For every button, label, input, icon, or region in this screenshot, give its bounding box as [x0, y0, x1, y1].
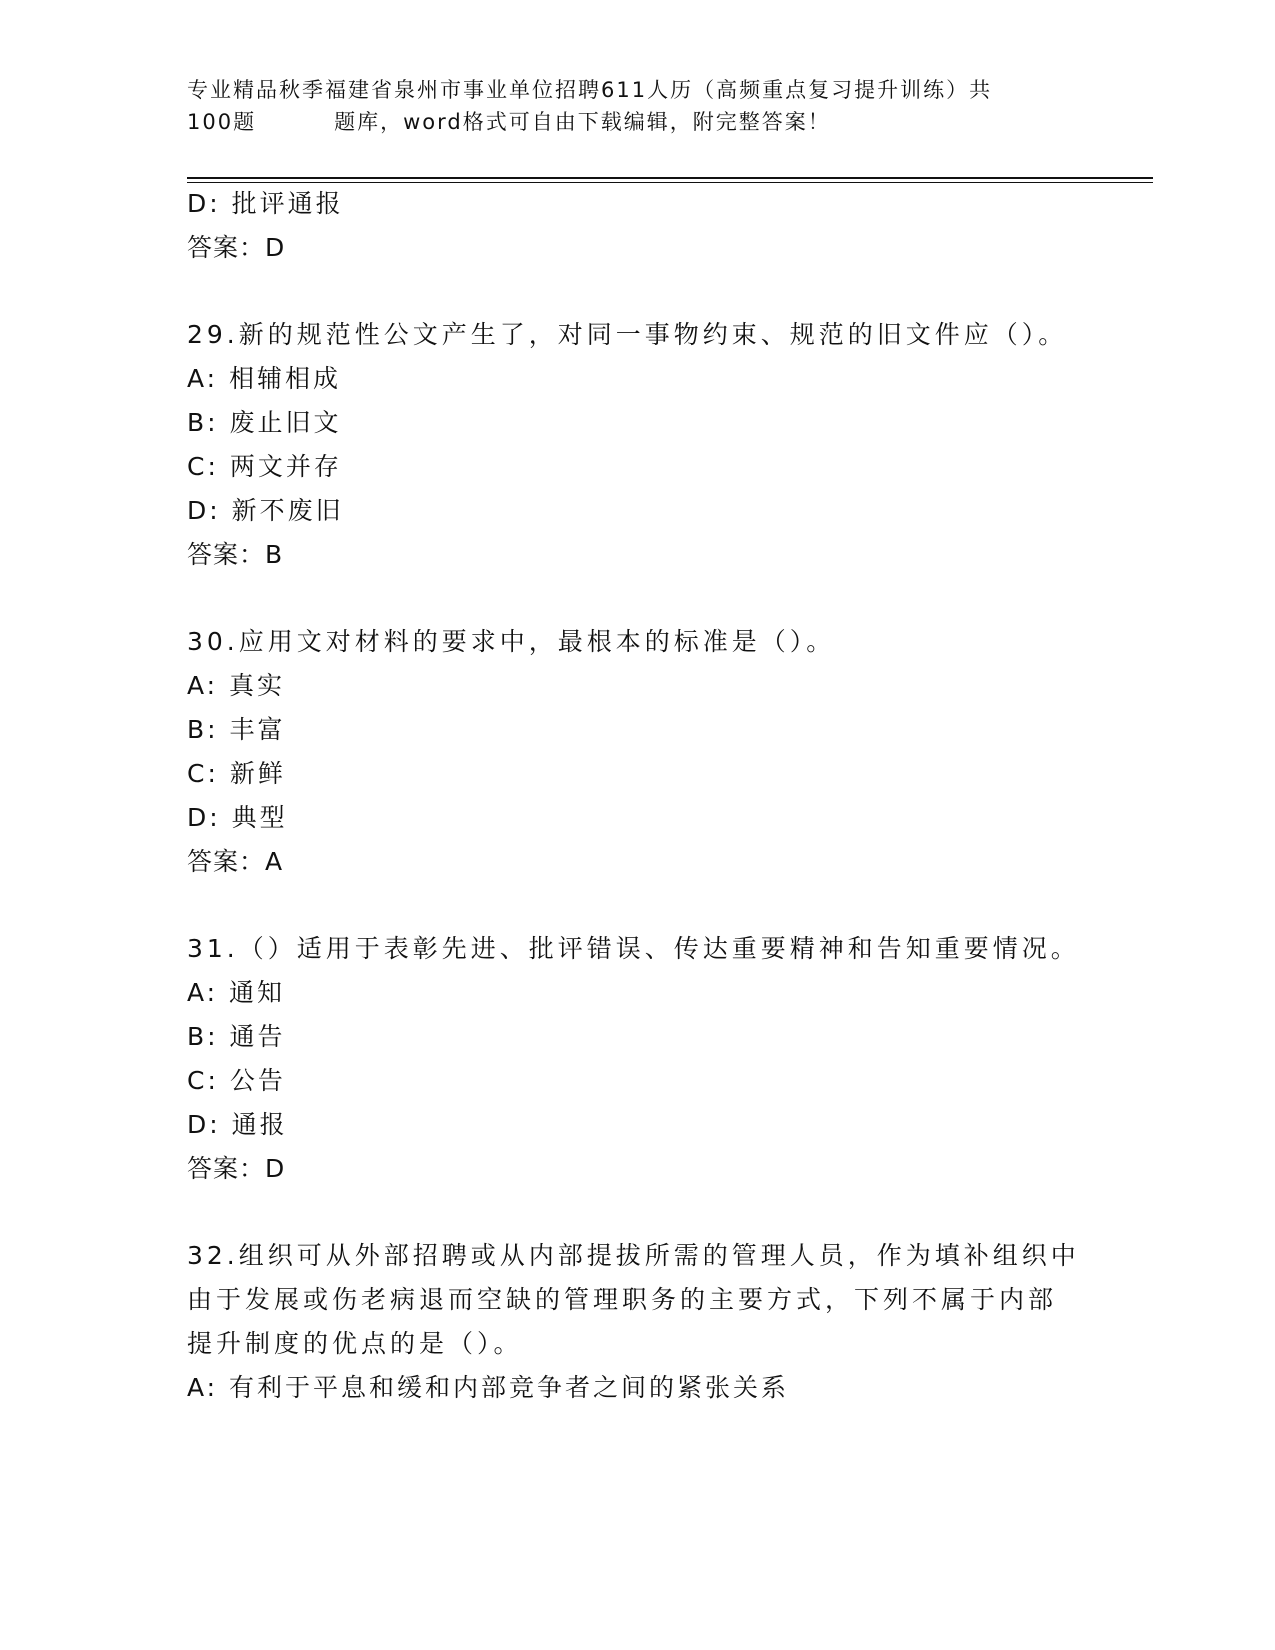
header-title-line-2 [187, 106, 1087, 138]
option-c: C: 两文并存 [187, 452, 342, 481]
option-c: C: 公告 [187, 1066, 286, 1095]
header-divider-thin [187, 182, 1153, 183]
option-d: D: 通报 [187, 1110, 288, 1139]
question-30: 30.应用文对材料的要求中，最根本的标准是（）。 [187, 627, 836, 656]
option-a: A: 真实 [187, 671, 286, 700]
option-a: A: 通知 [187, 978, 286, 1007]
option-d: D: 批评通报 [187, 189, 344, 218]
answer: 答案：D [187, 233, 286, 262]
option-b: B: 丰富 [187, 715, 286, 744]
header-question-count: 100题 [187, 110, 257, 134]
answer: 答案：B [187, 540, 284, 569]
answer: 答案：D [187, 1154, 286, 1183]
question-32-line-1: 32.组织可从外部招聘或从内部提拔所需的管理人员，作为填补组织中 [187, 1241, 1080, 1270]
question-32-line-2: 由于发展或伤老病退而空缺的管理职务的主要方式，下列不属于内部 [187, 1285, 1058, 1314]
document-header [187, 74, 1087, 138]
option-a: A: 相辅相成 [187, 364, 342, 393]
option-b: B: 废止旧文 [187, 408, 342, 437]
header-divider-thick [187, 177, 1153, 179]
header-title-line-1: 专业精品秋季福建省泉州市事业单位招聘611人历（高频重点复习提升训练）共 [187, 78, 993, 102]
header-description: 题库，word格式可自由下载编辑，附完整答案！ [334, 110, 831, 134]
option-d: D: 新不废旧 [187, 496, 344, 525]
question-29: 29.新的规范性公文产生了，对同一事物约束、规范的旧文件应（）。 [187, 320, 1068, 349]
question-31: 31.（）适用于表彰先进、批评错误、传达重要精神和告知重要情况。 [187, 934, 1080, 963]
option-a: A: 有利于平息和缓和内部竞争者之间的紧张关系 [187, 1373, 790, 1402]
option-b: B: 通告 [187, 1022, 286, 1051]
question-32-line-3: 提升制度的优点的是（）。 [187, 1329, 523, 1358]
option-d: D: 典型 [187, 803, 288, 832]
answer: 答案：A [187, 847, 284, 876]
option-c: C: 新鲜 [187, 759, 286, 788]
